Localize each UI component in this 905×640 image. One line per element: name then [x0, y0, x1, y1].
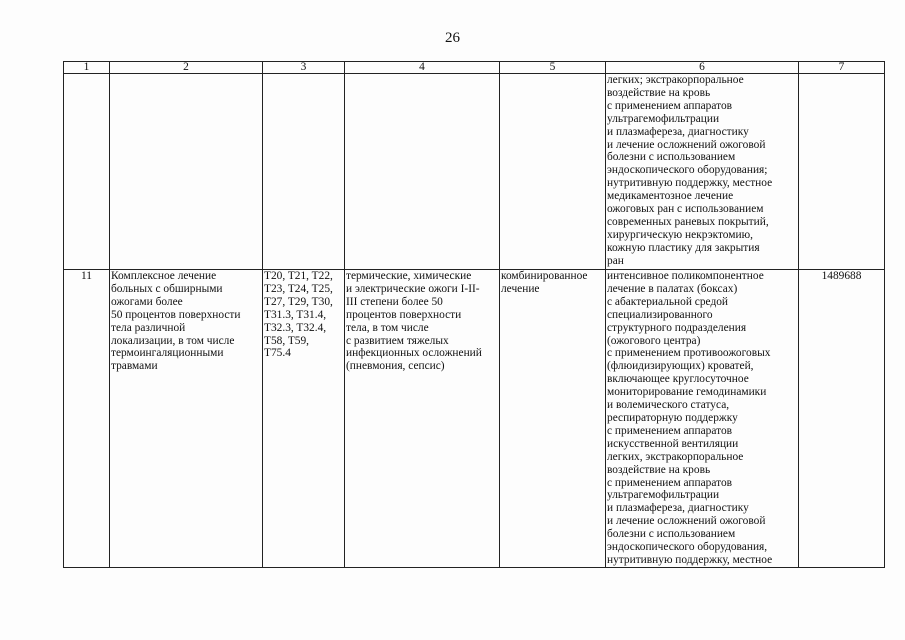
text-line: тела, в том числе — [346, 321, 429, 334]
text-line: термоингаляционными — [111, 347, 224, 360]
text-line: с абактериальной средой — [607, 295, 729, 308]
text-line: больных с обширными — [111, 282, 223, 295]
text-line: с применением аппаратов — [607, 99, 733, 112]
text-line: с развитием тяжелых — [346, 334, 449, 347]
text-line: локализации, в том числе — [111, 334, 235, 347]
text-line: и плазмафереза, диагностику — [607, 125, 749, 138]
treatment-type-cell — [500, 270, 606, 568]
text-line: нутритивную поддержку, местное — [607, 553, 773, 566]
cell-empty — [110, 74, 263, 270]
cell-empty — [263, 74, 345, 270]
text-line: (ожогового центра) — [607, 334, 701, 347]
text-line: ожогами более — [111, 295, 183, 308]
column-header: 7 — [799, 62, 885, 74]
text-line: с применением противоожоговых — [607, 347, 771, 360]
text-line: нутритивную поддержку, местное — [607, 177, 773, 190]
text-line: ультрагемофильтрации — [607, 112, 720, 125]
column-header: 6 — [606, 62, 799, 74]
text-line: хирургическую некрэктомию, — [607, 228, 753, 241]
text-line: эндоскопического оборудования; — [607, 164, 768, 177]
column-number-row — [64, 62, 885, 74]
text-line: Комплексное лечение — [111, 270, 217, 282]
text-line: ультрагемофильтрации — [607, 489, 720, 502]
text-line: лечение в палатах (боксах) — [607, 282, 738, 295]
text-line: T20, T21, T22, — [264, 270, 333, 282]
text-line: легких, экстракорпоральное — [607, 450, 744, 463]
text-line: T31.3, T31.4, — [264, 308, 327, 321]
column-header: 2 — [110, 62, 263, 74]
treatment-method-cell — [606, 270, 799, 568]
tariff-table — [63, 61, 885, 568]
text-line: легких; экстракорпоральное — [607, 74, 744, 86]
text-line: T27, T29, T30, — [264, 295, 333, 308]
text-line: включающее круглосуточное — [607, 373, 749, 386]
page-number: 26 — [445, 30, 460, 46]
text-line: и лечение осложнений ожоговой — [607, 138, 766, 151]
icd-codes-cell — [263, 270, 345, 568]
text-line: инфекционных осложнений — [346, 347, 482, 360]
text-line: T23, T24, T25, — [264, 282, 333, 295]
text-line: специализированного — [607, 308, 713, 321]
text-line: и лечение осложнений ожоговой — [607, 515, 766, 528]
row-number: 11 — [64, 270, 110, 568]
text-line: T58, T59, — [264, 334, 310, 347]
text-line: травмами — [111, 360, 158, 373]
text-line: с применением аппаратов — [607, 424, 733, 437]
text-line: структурного подразделения — [607, 321, 747, 334]
patient-model-cell — [345, 270, 500, 568]
cell-empty — [64, 74, 110, 270]
text-line: и плазмафереза, диагностику — [607, 502, 749, 515]
column-header: 3 — [263, 62, 345, 74]
text-line: с применением аппаратов — [607, 476, 733, 489]
cell-empty — [500, 74, 606, 270]
text-line: термические, химические — [346, 270, 472, 282]
text-line: медикаментозное лечение — [607, 190, 734, 203]
text-line: и волемического статуса, — [607, 399, 730, 412]
continuation-row — [64, 74, 885, 270]
cell-empty — [345, 74, 500, 270]
text-line: воздействие на кровь — [607, 463, 711, 476]
text-line: ран — [607, 254, 624, 267]
treatment-method-cell — [606, 74, 799, 270]
text-line: T32.3, T32.4, — [264, 321, 327, 334]
text-line: T75.4 — [264, 347, 291, 360]
text-line: и электрические ожоги I-II- — [346, 282, 480, 295]
text-line: тела различной — [111, 321, 186, 334]
text-line: современных раневых покрытий, — [607, 215, 769, 228]
text-line: 50 процентов поверхности — [111, 308, 241, 321]
price-cell: 1489688 — [799, 270, 885, 568]
column-header: 4 — [345, 62, 500, 74]
text-line: ожоговых ран с использованием — [607, 203, 764, 216]
text-line: искусственной вентиляции — [607, 437, 739, 450]
text-line: респираторную поддержку — [607, 411, 738, 424]
text-line: (пневмония, сепсис) — [346, 360, 445, 373]
text-line: процентов поверхности — [346, 308, 462, 321]
text-line: болезни с использованием — [607, 151, 736, 164]
text-line: (флюидизирующих) кроватей, — [607, 360, 754, 373]
text-line: III степени более 50 — [346, 295, 443, 308]
column-header: 1 — [64, 62, 110, 74]
text-line: комбинированное — [501, 270, 588, 282]
table-row — [64, 270, 885, 568]
text-line: мониторирование гемодинамики — [607, 386, 767, 399]
cell-empty — [799, 74, 885, 270]
care-profile-cell — [110, 270, 263, 568]
text-line: интенсивное поликомпонентное — [607, 270, 764, 282]
text-line: воздействие на кровь — [607, 86, 711, 99]
text-line: эндоскопического оборудования, — [607, 541, 768, 554]
text-line: кожную пластику для закрытия — [607, 241, 760, 254]
column-header: 5 — [500, 62, 606, 74]
text-line: болезни с использованием — [607, 528, 736, 541]
text-line: лечение — [501, 282, 540, 295]
